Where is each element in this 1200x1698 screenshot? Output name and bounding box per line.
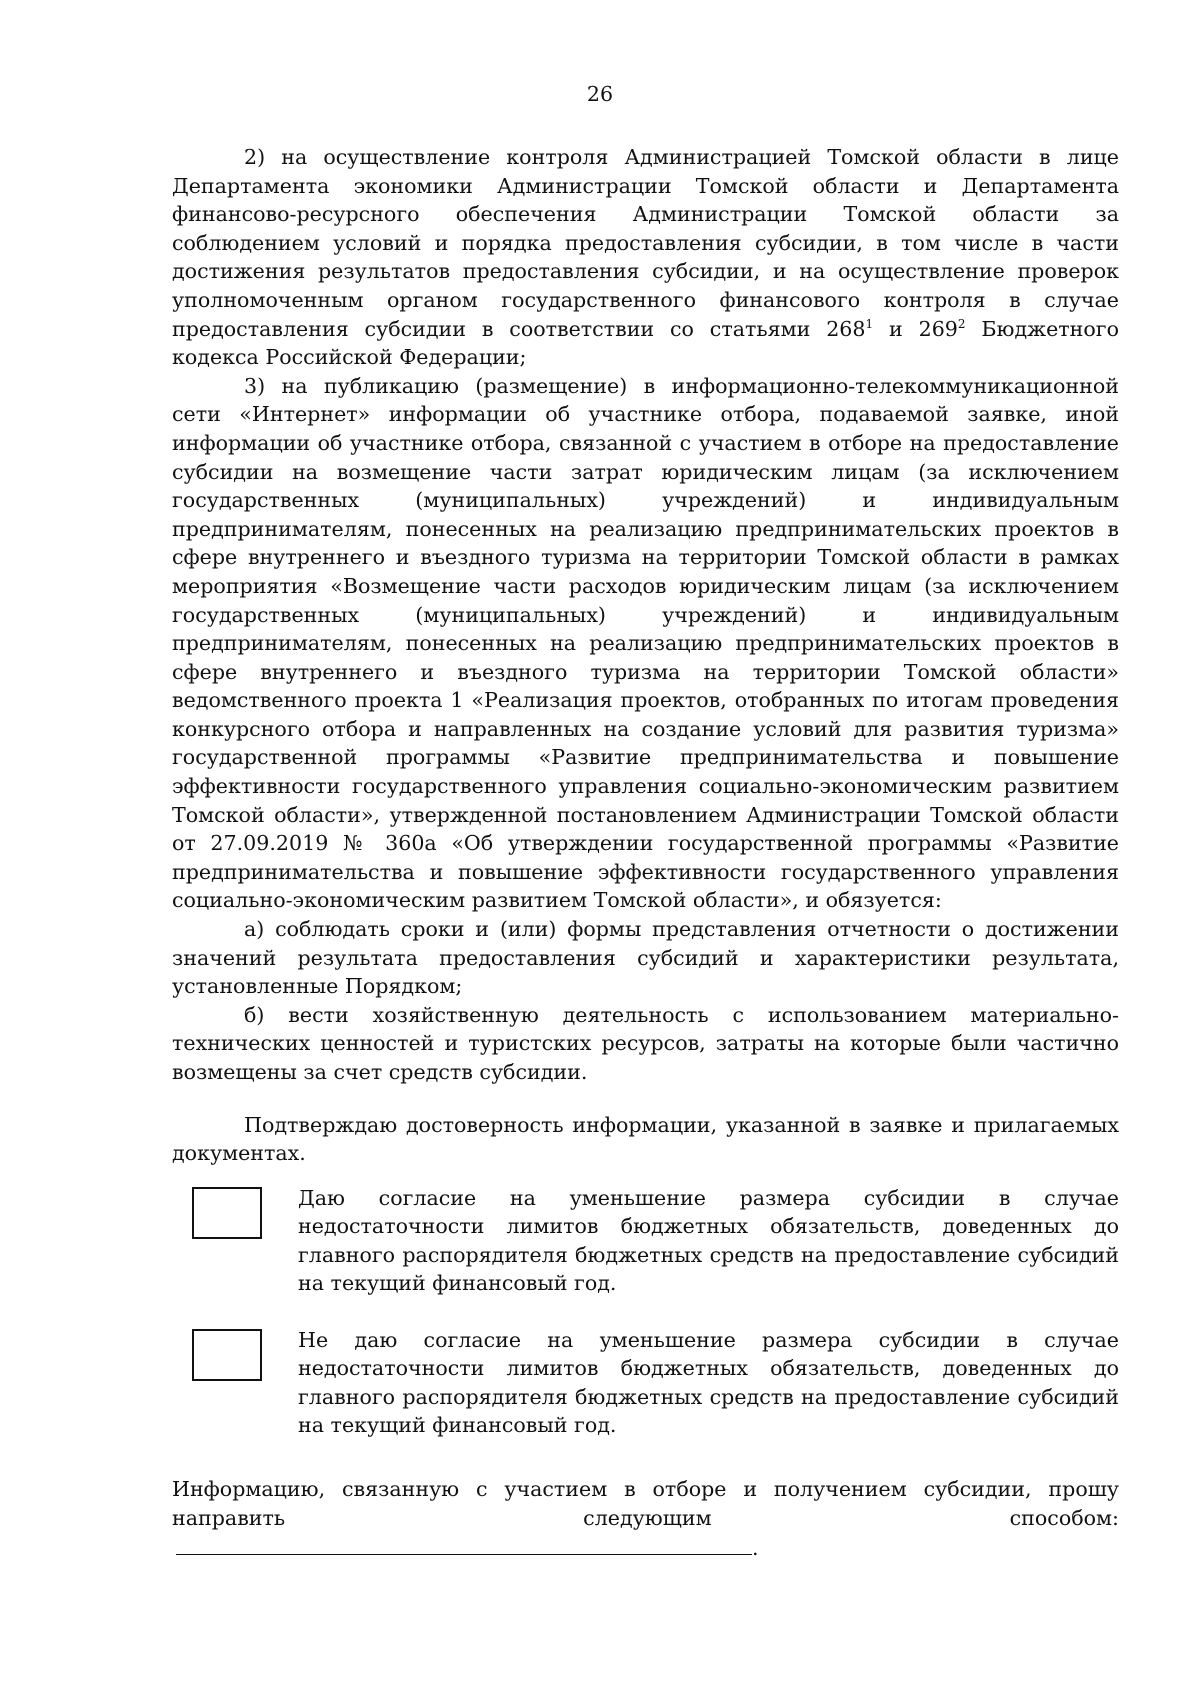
item-2-text: 2) на осуществление контроля Администрацией Томской области в лице Департамента экономики Администрации Томской области и Департамента финансово-ресурсного обеспечения Администрации Томской области за соблюдением условий и порядка предоставления субсидии, в том числе в части достижения результатов предоставления субсидии, и на осуществление проверок уполномоченным органом государственного финансового контроля в случае предоставления субсидии в соответствии со статьями 268: [172, 145, 1119, 341]
delivery-method-section: [172, 1475, 1119, 1563]
page-number: 26: [586, 82, 614, 106]
consent-agree-text: Даю согласие на уменьшение размера субсидии в случае недостаточности лимитов бюджетных обязательств, доведенных до главного распорядителя бюджетных средств на предоставление субсидий на текущий финансовый год.: [298, 1186, 1119, 1296]
item-2-text-end: Бюджетного кодекса Российской Федерации;: [172, 316, 1119, 370]
document-body: [172, 143, 1119, 1168]
superscript-1: 1: [865, 316, 874, 331]
consent-disagree-option: [172, 1326, 1119, 1440]
paragraph-item-a: а) соблюдать сроки и (или) формы представления отчетности о достижении значений результата предоставления субсидий и характеристики результата, установленные Порядком;: [172, 917, 1119, 999]
paragraph-confirmation: Подтверждаю достоверность информации, указанной в заявке и прилагаемых документах.: [172, 1112, 1119, 1166]
paragraph-item-2: [172, 143, 1119, 372]
delivery-method-blank-field[interactable]: [176, 1532, 752, 1555]
consent-agree-checkbox[interactable]: [192, 1187, 262, 1239]
item-2-text-between: и 269: [873, 316, 958, 341]
consent-agree-option: [172, 1184, 1119, 1298]
delivery-method-label: Информацию, связанную с участием в отборе и получением субсидии, прошу направить следующим способом:: [172, 1477, 1119, 1530]
consent-disagree-text: Не даю согласие на уменьшение размера субсидии в случае недостаточности лимитов бюджетных обязательств, доведенных до главного распорядителя бюджетных средств на предоставление субсидий на текущий финансовый год.: [298, 1328, 1119, 1438]
consent-disagree-checkbox[interactable]: [192, 1329, 262, 1381]
paragraph-item-3: 3) на публикацию (размещение) в информационно-телекоммуникационной сети «Интернет» информации об участнике отбора, подаваемой заявке, иной информации об участнике отбора, связанной с участием в отборе на предоставление субсидии на возмещение части затрат юридическим лицам (за исключением государственных (муниципальных) учреждений) и индивидуальным предпринимателям, понесенных на реализацию предпринимательских проектов в сфере внутреннего и въездного туризма на территории Томской области в рамках мероприятия «Возмещение части расходов юридическим лицам (за исключением государственных (муниципальных) учреждений) и индивидуальным предпринимателям, понесенных на реализацию предпринимательских проектов в сфере внутреннего и въездного туризма на территории Томской области» ведомственного проекта 1 «Реализация проектов, отобранных по итогам проведения конкурсного отбора и направленных на создание условий для развития туризма» государственной программы «Развитие предпринимательства и повышение эффективности государственного управления социально-экономическим развитием Томской области», утвержденной постановлением Администрации Томской области от 27.09.2019 № 360а «Об утверждении государственной программы «Развитие предпринимательства и повышение эффективности государственного управления социально-экономическим развитием Томской области», и обязуется:: [172, 373, 1119, 913]
superscript-2: 2: [957, 316, 966, 331]
delivery-method-paragraph: [172, 1475, 1119, 1563]
delivery-method-period: .: [752, 1536, 759, 1561]
paragraph-item-b: б) вести хозяйственную деятельность с использованием материально-технических ценностей и туристских ресурсов, затраты на которые были частично возмещены за счет средств субсидии.: [172, 1002, 1119, 1084]
